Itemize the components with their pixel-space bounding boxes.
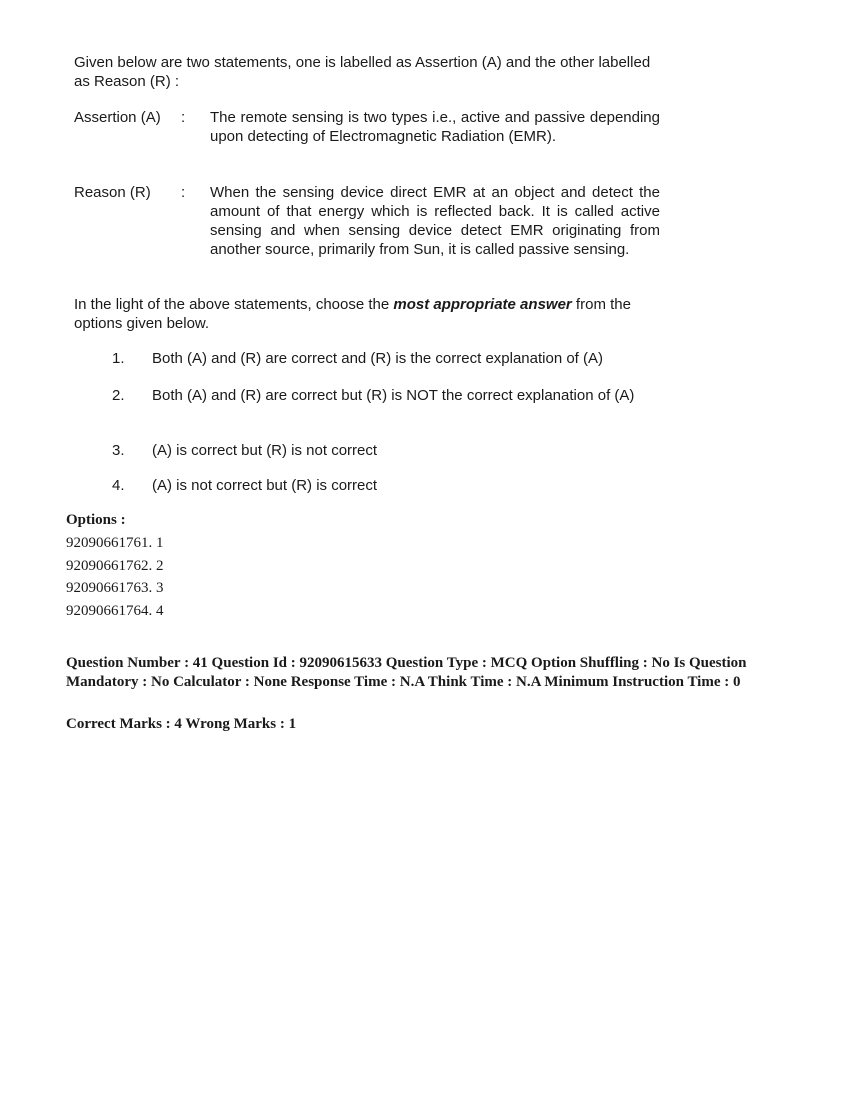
choice-number: 4. [112,477,125,494]
assertion-colon: : [181,109,186,126]
choice-text: (A) is not correct but (R) is correct [152,477,378,494]
question-instruction [74,295,664,333]
instruction-post: from the options given below. [74,296,631,332]
choice-text: Both (A) and (R) are correct but (R) is NOT the correct explanation of (A) [152,387,635,404]
assertion-text: The remote sensing is two types i.e., active and passive depending upon detecting of Electromagnetic Radiation (EMR). [210,109,660,145]
reason-text: When the sensing device direct EMR at an object and detect the amount of that energy which is reflected back. It is called active sensing and when sensing device detect EMR originating from another source, primarily from Sun, it is called passive sensing. [210,184,660,258]
option-id-line: 92090661761. 1 [66,535,164,551]
choice-number: 3. [112,442,125,459]
option-id-line: 92090661764. 4 [66,603,164,619]
question-marks: Correct Marks : 4 Wrong Marks : 1 [66,716,297,732]
instruction-pre: In the light of the above statements, choose the [74,296,394,313]
assertion-label: Assertion (A) [74,109,161,126]
choice-number: 1. [112,350,125,367]
reason-label: Reason (R) [74,184,151,201]
choice-text: (A) is correct but (R) is not correct [152,442,378,459]
choice-text: Both (A) and (R) are correct and (R) is the correct explanation of (A) [152,350,604,367]
reason-colon: : [181,184,186,201]
options-heading: Options : [66,512,126,528]
option-id-line: 92090661763. 3 [66,580,164,596]
option-id-line: 92090661762. 2 [66,558,164,574]
question-intro: Given below are two statements, one is labelled as Assertion (A) and the other labelled as Reason (R) : [74,54,651,90]
choice-number: 2. [112,387,125,404]
instruction-emphasis: most appropriate answer [393,296,572,313]
question-metadata: Question Number : 41 Question Id : 92090615633 Question Type : MCQ Option Shuffling : No Is Question Mandatory : No Calculator : None Response Time : N.A Think Time : N.A Minimum Instruction Time : 0 [66,655,747,690]
